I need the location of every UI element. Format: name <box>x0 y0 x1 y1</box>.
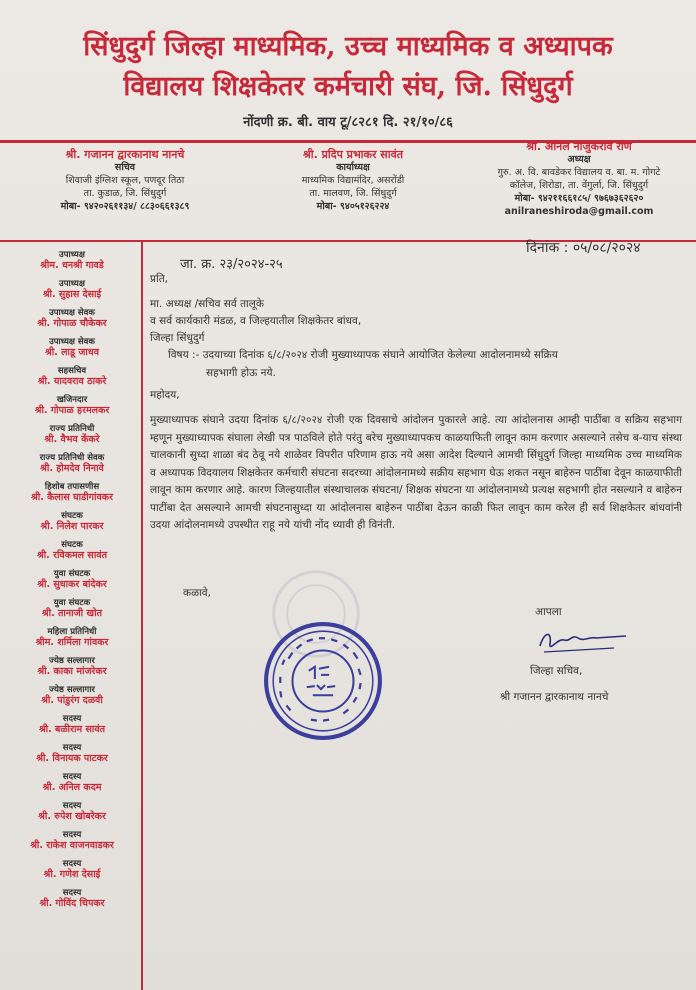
officer-address: गुरु. अ. वि. बावडेकर विद्यालय व. बा. म. गोगटे <box>497 167 661 178</box>
committee-role: सदस्य <box>62 714 82 724</box>
officer-email: anilraneshiroda@gmail.com <box>504 206 654 217</box>
committee-member <box>8 395 136 424</box>
officer-phone: मोबा- ९४२११६६१८५/ ९७६७३६२६२० <box>514 193 644 204</box>
committee-role: राज्य प्रतिनिधी सेवक <box>39 453 105 463</box>
officer-role: अध्यक्ष <box>567 154 591 165</box>
officer-address: ता. कुडाळ, जि. सिंधुदुर्ग <box>83 188 167 199</box>
officer-name: श्री. गजानन द्वारकानाथ नानचे <box>65 148 185 161</box>
committee-member <box>8 888 136 917</box>
sidebar-divider <box>141 242 143 990</box>
officer-phone: मोबा- ९४२०२६११३४/ ८८३०६६१३८९ <box>60 201 190 212</box>
committee-member <box>8 714 136 743</box>
committee-name: श्री. रुपेश खोबरेकर <box>38 811 106 822</box>
committee-member <box>8 598 136 627</box>
registration-number: नोंदणी क्र. बी. वाय टू/८२८१ दि. २१/१०/८६ <box>243 115 453 130</box>
committee-name: श्री. कैलास घाडीगांवकर <box>31 492 113 503</box>
committee-name: श्री. सुधाकर बांदेकर <box>37 579 107 590</box>
committee-member <box>8 685 136 714</box>
committee-role: सदस्य <box>62 830 82 840</box>
committee-name: श्री. यादवराव ठाकरे <box>37 376 107 387</box>
officer-name: श्री. अनिल नाजुकराव राणे <box>526 140 632 153</box>
committee-member <box>8 337 136 366</box>
committee-role: सदस्य <box>62 801 82 811</box>
committee-member <box>8 540 136 569</box>
committee-member <box>8 859 136 888</box>
committee-role: युवा संघटक <box>53 598 91 608</box>
officer-working-president <box>258 148 448 213</box>
reference-number: जा. क्र. २३/२०२४-२५ <box>180 257 283 272</box>
committee-role: संघटक <box>61 540 83 550</box>
committee-name: श्री. अनिल कदम <box>42 782 102 793</box>
salutation: महोदय, <box>150 389 180 401</box>
letter-subject <box>168 346 558 382</box>
committee-member <box>8 627 136 656</box>
officer-president <box>468 140 690 218</box>
committee-member <box>8 482 136 511</box>
committee-role: सहसचिव <box>57 366 87 376</box>
committee-role: सदस्य <box>62 772 82 782</box>
committee-member <box>8 772 136 801</box>
committee-member <box>8 656 136 685</box>
committee-name: श्री. पांडुरंग दळवी <box>41 695 103 706</box>
committee-role: सदस्य <box>62 888 82 898</box>
committee-member <box>8 511 136 540</box>
committee-name: श्रीम. धनश्री गावडे <box>40 260 104 271</box>
committee-member <box>8 569 136 598</box>
organization-seal-stamp-icon <box>262 620 384 742</box>
committee-member <box>8 801 136 830</box>
address-line: व सर्व कार्यकारी मंडळ, व जिल्हयातील शिक्षकेतर बांधव, <box>150 315 362 327</box>
committee-role: महिला प्रतिनिधी <box>47 627 97 637</box>
committee-name: श्री. रविकमल सावंत <box>36 550 108 561</box>
subject-line: सहभागी होऊ नये. <box>206 367 276 379</box>
committee-member <box>8 453 136 482</box>
officer-address: कॉलेज, शिरोडा, ता. वेंगुर्ला, जि. सिंधुदुर्ग <box>509 180 649 191</box>
committee-role: उपाध्यक्ष सेवक <box>49 337 95 347</box>
letter-body: मुख्याध्यापक संघाने उदया दिनांक ६/८/२०२४ रोजी एक दिवसाचे आंदोलन पुकारले आहे. त्या आंदोलनास आम्ही पाठींबा व सक्रिय सहभाग म्हणून मुख्याध्यापक संघाला लेखी पत्र पाठविले होते परंतु बरेच मुख्याध्यापकच काळयाफिती लावून काम करणार असल्याने तसेच ब-याच संस्था चालकानी सुध्दा शाळा बंद ठेवू नये शाळेवर विपरीत परिणाम हाऊ नये असा आदेश दिल्याने आमची सिंधुदुर्ग जिल्हा माध्यमिक उच्च माध्यमिक व अध्यापक विदयालय शिक्षकेतर कर्मचारी संघटना सदरच्या आंदोलनामध्ये सक्रीय सहभाग घेऊ शकत नसून बाहेरुन पाठींबा देवून काळयाफीती लावून काम करणार आहे. कारण जिल्हयातील संस्थाचालक संघटना/ शिक्षक संघटना या आंदोलनामध्ये प्रत्यक्ष सहभागी होत नसल्याने व बाहेरुन पाटींबा देत असल्याने आमची संघटनासुध्दा या आंदोलनास बाहेरुन पाठींबा देऊन काळी फित लावून काम करेल ही सर्व शिक्षकेतर बांधवांनी उदया आंदोलनामध्ये उपस्थीत राहू नये यांची नोंद ध्यावी ही विनंती. <box>150 414 682 531</box>
closing-kalave: कळावे, <box>183 587 211 599</box>
committee-role: ज्येष्ठ सल्लागार <box>49 656 95 666</box>
recipient-address <box>150 296 361 347</box>
officer-secretary <box>10 148 240 213</box>
committee-role: खजिनदार <box>56 395 88 405</box>
signatory-role: जिल्हा सचिव, <box>530 665 583 677</box>
officer-address: शिवाजी इंग्लिश स्कूल, पणदूर तिठा <box>65 175 185 186</box>
signature-icon <box>534 626 630 656</box>
committee-name: श्री. निलेश पारकर <box>40 521 104 532</box>
committee-name: श्री. काका मांजरेकर <box>37 666 107 677</box>
officer-role: कार्याध्यक्ष <box>336 162 370 173</box>
committee-member <box>8 250 136 279</box>
committee-member <box>8 743 136 772</box>
committee-role: ज्येष्ठ सल्लागार <box>49 685 95 695</box>
committee-role: हिशोब तपासणीस <box>44 482 100 492</box>
committee-name: श्री. गणेश देसाई <box>43 869 101 880</box>
committee-name: श्री. गोविंद चिपकर <box>39 898 105 909</box>
letter-date: दिनांक : ०५/०८/२०२४ <box>526 240 641 256</box>
committee-name: श्री. गोपाळ हरमलकर <box>34 405 110 416</box>
committee-name: श्री. राकेश वाजनवाडकर <box>30 840 114 851</box>
officer-address: माध्यमिक विद्यामंदिर, असरोंडी <box>301 175 405 186</box>
committee-name: श्री. विनायक पाटकर <box>36 753 108 764</box>
committee-name: श्री. सुहास देसाई <box>42 289 102 300</box>
officer-name: श्री. प्रदिप प्रभाकर सावंत <box>303 148 403 161</box>
committee-role: संघटक <box>61 511 83 521</box>
address-line: जिल्हा सिंधुदुर्ग <box>150 332 205 344</box>
org-title-line1: सिंधुदुर्ग जिल्हा माध्यमिक, उच्च माध्यमिक व अध्यापक <box>83 31 613 62</box>
committee-role: उपाध्यक्ष <box>59 279 85 289</box>
committee-role: सदस्य <box>62 859 82 869</box>
committee-member <box>8 830 136 859</box>
committee-name: श्री. तानाजी खोत <box>41 608 103 619</box>
committee-name: श्री. गोपाळ चौकेकर <box>37 318 107 329</box>
committee-name: श्री. होमदेव निनावे <box>40 463 104 474</box>
committee-member <box>8 308 136 337</box>
committee-name: श्री. लाडू जाधव <box>44 347 100 358</box>
committee-role: उपाध्यक्ष <box>59 250 85 260</box>
committee-role: उपाध्यक्ष सेवक <box>49 308 95 318</box>
officer-phone: मोबा- ९४०५१२६२२४ <box>316 201 390 212</box>
officer-address: ता. मालवण, जि. सिंधुदुर्ग <box>309 188 397 199</box>
committee-member <box>8 279 136 308</box>
closing-aapla: आपला <box>535 606 562 618</box>
committee-role: सदस्य <box>62 743 82 753</box>
org-title-line2: विद्यालय शिक्षकेतर कर्मचारी संघ, जि. सिंधुदुर्ग <box>123 71 573 102</box>
committee-member <box>8 366 136 395</box>
committee-member <box>8 424 136 453</box>
address-line: मा. अध्यक्ष /सचिव सर्व तालूके <box>150 298 264 310</box>
recipient-prefix: प्रति, <box>150 273 169 285</box>
signatory-name: श्री गजानन द्वारकानाथ नानचे <box>500 691 609 703</box>
committee-name: श्रीम. शर्मिला गांवकर <box>35 637 109 648</box>
officer-role: सचिव <box>114 162 136 173</box>
committee-sidebar <box>8 250 136 917</box>
subject-line: विषय :- उदयाच्या दिनांक ६/८/२०२४ रोजी मुख्याध्यापक संघाने आयोजित केलेल्या आदोलनामध्ये सक्रिय <box>168 349 558 361</box>
committee-name: श्री. बळीराम सावंत <box>38 724 106 735</box>
committee-name: श्री. वैभव केंकरे <box>44 434 100 445</box>
committee-role: युवा संघटक <box>53 569 91 579</box>
committee-role: राज्य प्रतिनिधी <box>49 424 95 434</box>
